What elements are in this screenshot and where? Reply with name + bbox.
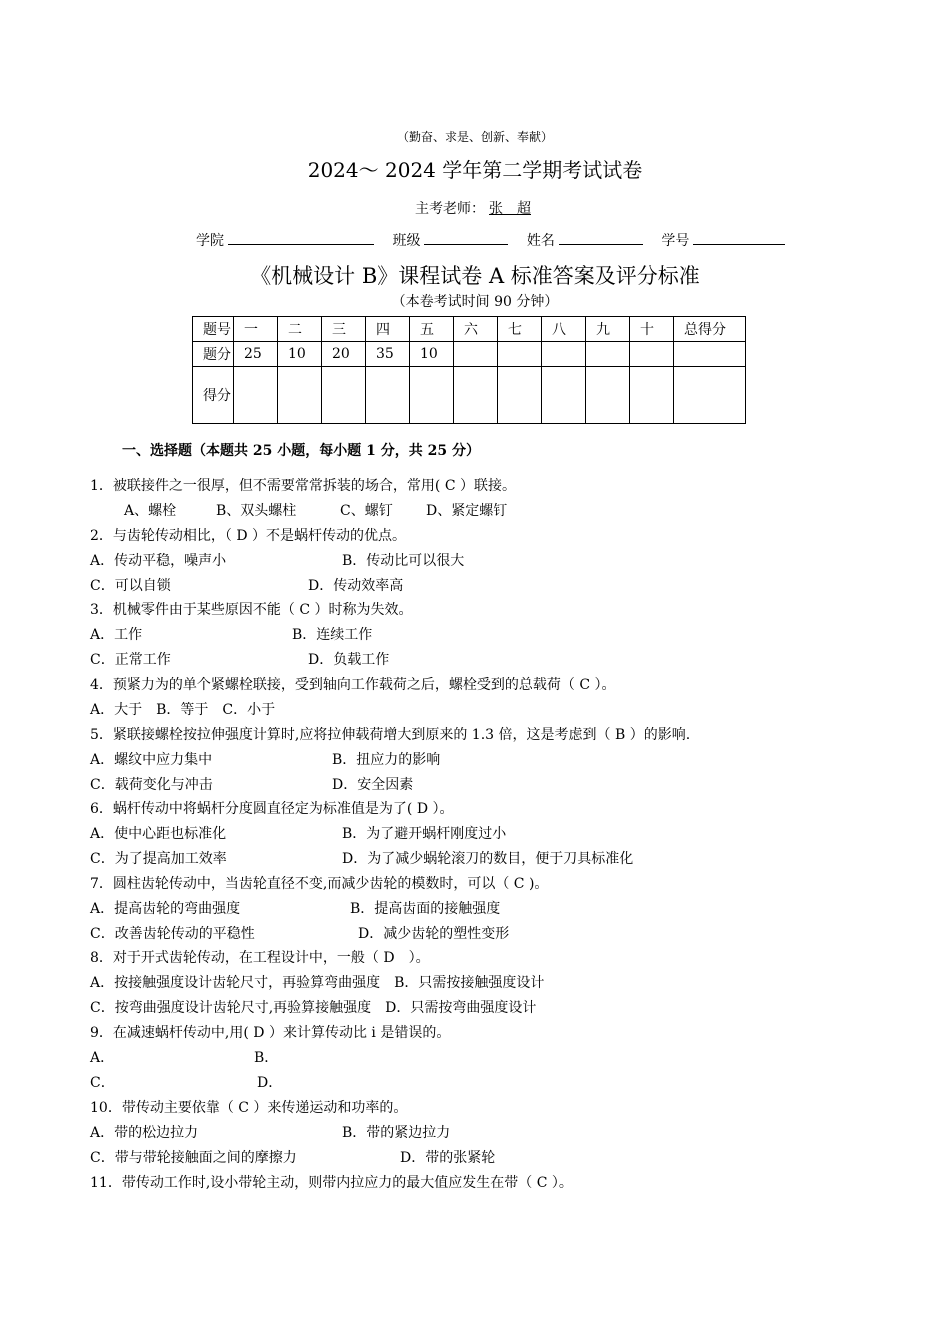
option: D．负载工作 xyxy=(308,652,390,668)
question-3: 3．机械零件由于某些原因不能（ C ）时称为失效。 xyxy=(90,602,413,618)
option: C、螺钉 xyxy=(340,503,393,519)
option: D． xyxy=(257,1075,283,1091)
question-2: 2．与齿轮传动相比，（ D ）不是蜗杆传动的优点。 xyxy=(90,528,407,544)
table-cell: 得分 xyxy=(193,367,234,424)
option: D、紧定螺钉 xyxy=(426,503,508,519)
option: A．螺纹中应力集中 xyxy=(90,752,213,768)
q2-options-ab xyxy=(90,551,465,571)
table-cell[interactable] xyxy=(498,367,542,424)
table-cell: 七 xyxy=(498,317,542,342)
question-1: 1．被联接件之一很厚，但不需要常常拆装的场合，常用( C ）联接。 xyxy=(90,478,516,494)
table-cell: 10 xyxy=(410,342,454,367)
score-table-points-row xyxy=(193,342,746,367)
table-cell: 题号 xyxy=(193,317,234,342)
term-title: 2024～ 2024 学年第二学期考试试卷 xyxy=(307,158,643,182)
option: A．提高齿轮的弯曲强度 xyxy=(90,901,241,917)
table-cell: 六 xyxy=(454,317,498,342)
table-cell: 二 xyxy=(278,317,322,342)
option: D．传动效率高 xyxy=(308,578,404,594)
option: D．带的张紧轮 xyxy=(400,1150,496,1166)
field-class-label: 班级 xyxy=(392,233,421,249)
question-4: 4．预紧力为的单个紧螺栓联接，受到轴向工作载荷之后，螺栓受到的总载荷（ C ）。 xyxy=(90,677,616,693)
table-cell[interactable] xyxy=(410,367,454,424)
table-cell[interactable] xyxy=(278,367,322,424)
option: A、螺栓 xyxy=(124,503,177,519)
q7-options-ab xyxy=(90,899,501,919)
option: B．连续工作 xyxy=(292,627,373,643)
exam-duration: （本卷考试时间 90 分钟） xyxy=(391,294,559,310)
q6-options-ab xyxy=(90,824,507,844)
table-cell xyxy=(630,342,674,367)
score-table xyxy=(192,316,746,424)
question-10: 10．带传动主要依靠（ C ）来传递运动和功率的。 xyxy=(90,1100,408,1116)
question-9: 9．在减速蜗杆传动中,用( D ）来计算传动比 i 是错误的。 xyxy=(90,1025,451,1041)
option: B．传动比可以很大 xyxy=(342,553,465,569)
question-5: 5．紧联接螺栓按拉伸强度计算时,应将拉伸载荷增大到原来的 1.3 倍，这是考虑到（ B ）的影响. xyxy=(90,727,691,743)
question-8: 8．对于开式齿轮传动，在工程设计中，一般（ D ）。 xyxy=(90,950,430,966)
table-cell xyxy=(586,342,630,367)
table-cell: 10 xyxy=(278,342,322,367)
option: B．扭应力的影响 xyxy=(332,752,441,768)
option: A．传动平稳，噪声小 xyxy=(90,553,227,569)
q9-options-cd xyxy=(90,1073,283,1093)
teacher-line xyxy=(0,198,950,218)
option: B、双头螺柱 xyxy=(216,503,297,519)
table-cell: 三 xyxy=(322,317,366,342)
table-cell: 八 xyxy=(542,317,586,342)
student-info-line xyxy=(196,230,785,250)
option: D．安全因素 xyxy=(332,777,414,793)
field-class-blank[interactable] xyxy=(424,232,508,245)
table-cell: 题分 xyxy=(193,342,234,367)
option: B．为了避开蜗杆刚度过小 xyxy=(342,826,507,842)
field-college-blank[interactable] xyxy=(228,232,374,245)
option: B． xyxy=(254,1050,279,1066)
field-name-label: 姓名 xyxy=(526,233,555,249)
q8-options-ab: A．按接触强度设计齿轮尺寸，再验算弯曲强度 B．只需按接触强度设计 xyxy=(90,975,545,991)
option: C．载荷变化与冲击 xyxy=(90,777,213,793)
table-cell[interactable] xyxy=(542,367,586,424)
teacher-label: 主考老师： xyxy=(415,201,485,217)
table-cell xyxy=(542,342,586,367)
q3-options-ab xyxy=(90,625,373,645)
table-cell[interactable] xyxy=(674,367,746,424)
question-6: 6．蜗杆传动中将蜗杆分度圆直径定为标准值是为了( D ）。 xyxy=(90,801,454,817)
table-cell: 20 xyxy=(322,342,366,367)
option: A．使中心距也标准化 xyxy=(90,826,227,842)
q3-options-cd xyxy=(90,650,390,670)
q10-options-cd xyxy=(90,1148,496,1168)
table-cell: 四 xyxy=(366,317,410,342)
q9-options-ab xyxy=(90,1048,279,1068)
option: A． xyxy=(90,1050,115,1066)
option: C．可以自锁 xyxy=(90,578,171,594)
option: B．带的紧边拉力 xyxy=(342,1125,451,1141)
field-college-label: 学院 xyxy=(196,233,224,249)
table-cell: 一 xyxy=(234,317,278,342)
exam-title: 《机械设计 B》课程试卷 A 标准答案及评分标准 xyxy=(250,264,700,288)
q2-options-cd xyxy=(90,576,404,596)
section-1-title: 一、选择题（本题共 25 小题，每小题 1 分，共 25 分） xyxy=(122,443,480,459)
option: A．工作 xyxy=(90,627,143,643)
option: D．减少齿轮的塑性变形 xyxy=(358,926,510,942)
table-cell: 35 xyxy=(366,342,410,367)
q6-options-cd xyxy=(90,849,634,869)
motto: （勤奋、求是、创新、奉献） xyxy=(396,130,553,144)
table-cell[interactable] xyxy=(454,367,498,424)
table-cell[interactable] xyxy=(234,367,278,424)
table-cell xyxy=(498,342,542,367)
teacher-name: 张 超 xyxy=(489,201,531,217)
q10-options-ab xyxy=(90,1123,451,1143)
option: C． xyxy=(90,1075,115,1091)
q7-options-cd xyxy=(90,924,510,944)
option: B．提高齿面的接触强度 xyxy=(350,901,501,917)
field-name-blank[interactable] xyxy=(559,232,643,245)
option: A．带的松边拉力 xyxy=(90,1125,199,1141)
table-cell: 总得分 xyxy=(674,317,746,342)
table-cell[interactable] xyxy=(630,367,674,424)
table-cell: 五 xyxy=(410,317,454,342)
q5-options-ab xyxy=(90,750,441,770)
option: C．改善齿轮传动的平稳性 xyxy=(90,926,255,942)
question-7: 7．圆柱齿轮传动中，当齿轮直径不变,而减少齿轮的模数时，可以（ C )。 xyxy=(90,876,549,892)
table-cell[interactable] xyxy=(586,367,630,424)
q5-options-cd xyxy=(90,775,414,795)
table-cell xyxy=(454,342,498,367)
table-cell: 十 xyxy=(630,317,674,342)
option: C．为了提高加工效率 xyxy=(90,851,227,867)
table-cell[interactable] xyxy=(322,367,366,424)
q8-options-cd: C．按弯曲强度设计齿轮尺寸,再验算接触强度 D．只需按弯曲强度设计 xyxy=(90,1000,537,1016)
score-table-earned-row xyxy=(193,367,746,424)
q4-options: A．大于 B．等于 C．小于 xyxy=(90,702,276,718)
table-cell xyxy=(674,342,746,367)
score-table-header-row xyxy=(193,317,746,342)
field-id-blank[interactable] xyxy=(693,232,785,245)
table-cell[interactable] xyxy=(366,367,410,424)
option: D．为了减少蜗轮滚刀的数目，便于刀具标准化 xyxy=(342,851,634,867)
q1-options xyxy=(124,501,508,521)
option: C．正常工作 xyxy=(90,652,171,668)
option: C．带与带轮接触面之间的摩擦力 xyxy=(90,1150,297,1166)
question-11: 11．带传动工作时,设小带轮主动，则带内拉应力的最大值应发生在带（ C ）。 xyxy=(90,1175,573,1191)
field-id-label: 学号 xyxy=(661,233,690,249)
table-cell: 25 xyxy=(234,342,278,367)
table-cell: 九 xyxy=(586,317,630,342)
